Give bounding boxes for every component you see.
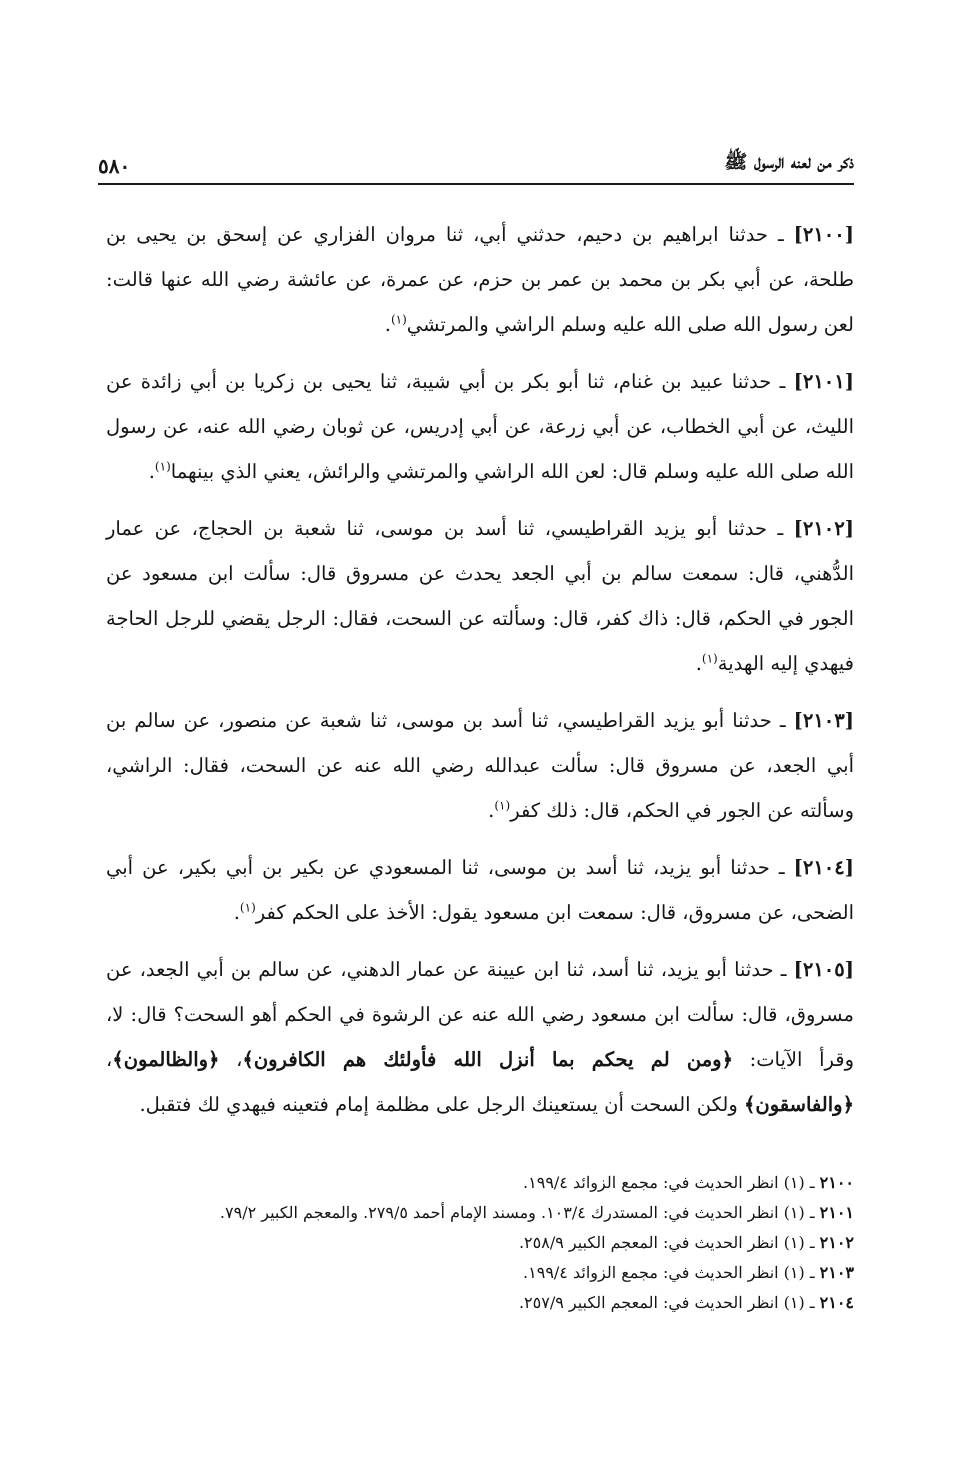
footnote-text: ـ (١) انظر الحديث في: مجمع الزوائد ١٩٩/٤. — [523, 1173, 820, 1192]
separator: ، — [106, 1048, 113, 1071]
footnote-ref[interactable]: (١) — [390, 312, 407, 327]
separator: ، — [219, 1048, 243, 1071]
hadith-text-end: . — [148, 460, 155, 483]
footnotes — [106, 1168, 854, 1318]
running-header — [98, 138, 854, 178]
footnote-number: ٢١٠٠ — [819, 1173, 854, 1192]
hadith-number: [٢١٠١] — [793, 370, 854, 393]
footnote-text: ـ (١) انظر الحديث في: المستدرك ١٠٣/٤. ومسند الإمام أحمد ٢٧٩/٥. والمعجم الكبير ٧٩/٢. — [219, 1203, 820, 1222]
header-rule — [98, 183, 854, 185]
footnote-number: ٢١٠٤ — [819, 1293, 854, 1312]
hadith-text: ـ حدثنا عبيد بن غنام، ثنا أبو بكر بن أبي شيبة، ثنا يحيى بن زكريا بن أبي زائدة عن الليث، عن أبي الخطاب، عن أبي زرعة، عن أبي إدريس، عن ثوبان رضي الله عنه، عن رسول الله صلى الله عليه وسلم قال: لعن الله الراشي والمرتشي والرائش، يعني الذي بينهما — [106, 370, 854, 483]
hadith-entry-2100 — [106, 212, 854, 347]
hadith-entry-2105 — [106, 947, 854, 1127]
hadith-number: [٢١٠٣] — [793, 709, 854, 732]
footnote-ref[interactable]: (١) — [239, 900, 256, 915]
quran-verse: ﴿والفاسقون﴾ — [743, 1093, 854, 1116]
hadith-entry-2104 — [106, 845, 854, 935]
footnote-number: ٢١٠١ — [819, 1203, 854, 1222]
footnote — [106, 1198, 854, 1228]
footnote-text: ـ (١) انظر الحديث في: المعجم الكبير ٢٥٨/٩. — [518, 1233, 820, 1252]
hadith-number: [٢١٠٢] — [793, 517, 854, 540]
footnote — [106, 1228, 854, 1258]
hadith-text: ـ حدثنا أبو يزيد، ثنا أسد بن موسى، ثنا المسعودي عن بكير بن أبي بكير، عن أبي الضحى، عن مسروق، قال: سمعت ابن مسعود يقول: الأخذ على الحكم كفر — [106, 856, 854, 924]
hadith-text-end: . — [384, 313, 391, 336]
footnote-ref[interactable]: (١) — [701, 651, 718, 666]
footnote — [106, 1288, 854, 1318]
quran-verse: ﴿ومن لم يحكم بما أنزل الله فأولئك هم الكافرون﴾ — [242, 1048, 734, 1071]
footnote-ref[interactable]: (١) — [494, 798, 511, 813]
hadith-text: ـ حدثنا أبو يزيد، ثنا أسد، ثنا ابن عيينة عن عمار الدهني، عن سالم بن أبي الجعد، عن مسروق، قال: سألت ابن مسعود رضي الله عنه عن الرشوة في الحكم أهو السحت؟ قال: لا، وقرأ الآيات: — [106, 958, 854, 1071]
footnote-text: ـ (١) انظر الحديث في: المعجم الكبير ٢٥٧/٩. — [518, 1293, 820, 1312]
page-number: ٥٨٠ — [98, 154, 131, 178]
footnote — [106, 1168, 854, 1198]
hadith-text: ـ حدثنا أبو يزيد القراطيسي، ثنا أسد بن موسى، ثنا شعبة عن منصور، عن سالم بن أبي الجعد، عن مسروق قال: سألت عبدالله رضي الله عنه عن السحت، فقال: الراشي، وسألته عن الجور في الحكم، قال: ذلك كفر — [106, 709, 854, 822]
footnote-number: ٢١٠٣ — [819, 1263, 854, 1282]
hadith-text-end: . — [695, 652, 702, 675]
hadith-text-end: . — [488, 799, 495, 822]
hadith-number: [٢١٠٤] — [793, 856, 854, 879]
hadith-number: [٢١٠٠] — [793, 223, 854, 246]
hadith-entry-2102 — [106, 506, 854, 686]
hadith-entry-2103 — [106, 698, 854, 833]
footnote-ref[interactable]: (١) — [154, 459, 171, 474]
quran-verse: ﴿والظالمون﴾ — [112, 1048, 220, 1071]
footnote — [106, 1258, 854, 1288]
footnote-text: ـ (١) انظر الحديث في: مجمع الزوائد ١٩٩/٤. — [523, 1263, 820, 1282]
hadith-text-end: . — [233, 901, 240, 924]
running-title: ذكر من لعنه الرسول ﷺ — [724, 151, 854, 173]
footnote-number: ٢١٠٢ — [819, 1233, 854, 1252]
hadith-entry-2101 — [106, 359, 854, 494]
hadith-number: [٢١٠٥] — [793, 958, 854, 981]
hadith-body — [106, 212, 854, 1139]
hadith-text-end: ولكن السحت أن يستعينك الرجل على مظلمة إمام فتعينه فيهدي لك فتقبل. — [139, 1093, 744, 1116]
hadith-text: ـ حدثنا أبو يزيد القراطيسي، ثنا أسد بن موسى، ثنا شعبة بن الحجاج، عن عمار الدُّهني، قال: سمعت سالم بن أبي الجعد يحدث عن مسروق قال: سألت ابن مسعود عن الجور في الحكم، قال: ذاك كفر، قال: وسألته عن السحت، فقال: الرجل يقضي للرجل الحاجة فيهدي إليه الهدية — [106, 517, 854, 675]
hadith-text: ـ حدثنا ابراهيم بن دحيم، حدثني أبي، ثنا مروان الفزاري عن إسحق بن يحيى بن طلحة، عن أبي بكر بن محمد بن عمر بن حزم، عن عمرة، عن عائشة رضي الله عنها قالت: لعن رسول الله صلى الله عليه وسلم الراشي والمرتشي — [106, 223, 854, 336]
